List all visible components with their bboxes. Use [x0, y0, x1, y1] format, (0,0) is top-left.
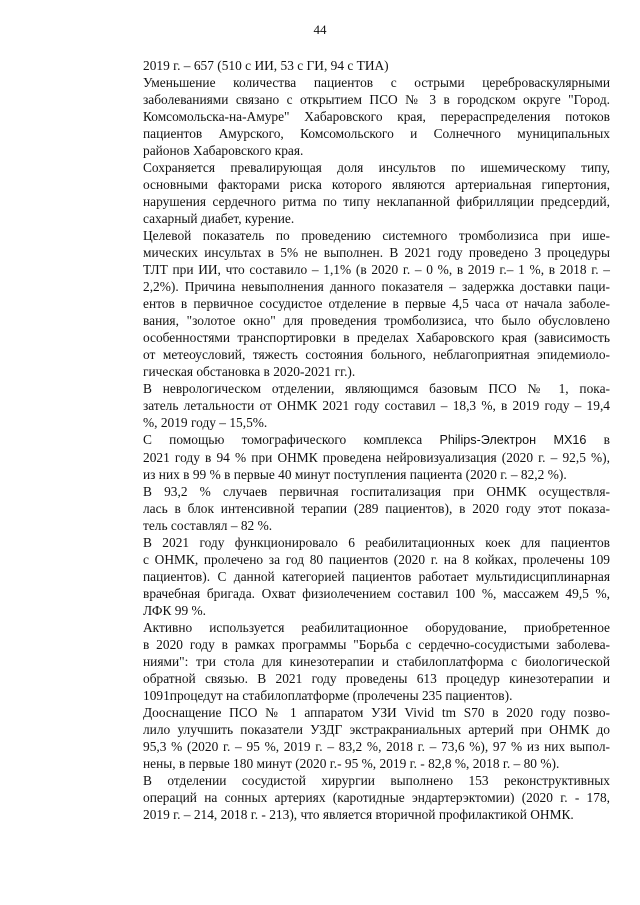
text-line: В 93,2 % случаев первичная госпитализация при ОНМК осуществля- — [143, 484, 610, 499]
text-line: основными факторами риска которого являются артериальная гипертония, — [143, 177, 610, 192]
text-line: 2019 г. – 214, 2018 г. - 213), что является вторичной профилактикой ОНМК. — [143, 807, 574, 822]
text-line: В отделении сосудистой хирургии выполнено 153 реконструктивных — [143, 773, 610, 788]
text-line: лило улучшить показатели УЗДГ экстракраниальных артерий при ОНМК до — [143, 722, 610, 737]
text-line: %, 2019 году – 15,5%. — [143, 415, 268, 430]
text-line: от метеоусловий, тяжесть состояния больного, неблагоприятная эпидемиоло- — [143, 347, 610, 362]
text-line: ЛФК 99 %. — [143, 603, 207, 618]
paragraph — [106, 159, 610, 227]
text-line: В 2021 году функционировало 6 реабилитационных коек для пациентов — [143, 535, 610, 550]
paragraph — [106, 772, 610, 823]
text-line: ТЛТ при ИИ, что составило – 1,1% (в 2020 г. – 0 %, в 2019 г.– 1 %, в 2018 г. – — [143, 262, 610, 277]
text-line: сахарный диабет, курение. — [143, 211, 295, 226]
text-line: обратной связью. В 2021 году проведены 613 процедур кинезотерапии и — [143, 671, 610, 686]
text-line: нены, в первые 180 минут (2020 г.- 95 %, 2019 г. - 82,8 %, 2018 г. – 80 %). — [143, 756, 560, 771]
text-line: 2,2%). Причина невыполнения данного показателя – задержка доставки паци- — [143, 279, 610, 294]
text-line: ниями": три стола для кинезотерапии и стабилоплатформа с биологической — [143, 654, 610, 669]
paragraph — [106, 619, 610, 704]
page-number: 44 — [313, 22, 327, 37]
text-line: Комсомольска-на-Амуре" Хабаровского края, перераспределения потоков — [143, 109, 610, 124]
text-line: пациентов). С данной категорией пациентов работает мультидисциплинарная — [143, 569, 610, 584]
text-line: врачебная бригада. Охват физиолечением составил 100 %, массажем 49,5 %, — [143, 586, 610, 601]
device-name: Philips-Электрон MX16 — [439, 433, 587, 447]
text-line: гическая обстановка в 2020-2021 гг.). — [143, 364, 356, 379]
text-line: 1091процедут на стабилоплатформе (пролечены 235 пациентов). — [143, 688, 513, 703]
paragraph — [106, 534, 610, 619]
text-line: 95,3 % (2020 г. – 95 %, 2019 г. – 83,2 %, 2018 г. – 73,6 %), 97 % из них выпол- — [143, 739, 610, 754]
text-line: из них в 99 % в первые 40 минут поступления пациента (2020 г. – 82,2 %). — [143, 467, 567, 482]
text-line: нарушения сердечного ритма по типу неклапанной фибрилляции предсердий, — [143, 194, 610, 209]
text-line: заболеваниями связано с открытием ПСО № 3 в городском округе "Город. — [143, 92, 610, 107]
paragraph — [106, 74, 610, 159]
text-line: Дооснащение ПСО № 1 аппаратом УЗИ Vivid tm S70 в 2020 году позво- — [143, 705, 610, 720]
text-line: в 2020 году в рамках программы "Борьба с сердечно-сосудистыми заболева- — [143, 637, 610, 652]
text-line: операций на сонных артериях (каротидные эндартерэктомии) (2020 г. - 178, — [143, 790, 610, 805]
paragraph — [106, 431, 610, 483]
paragraph — [106, 483, 610, 534]
paragraph — [106, 704, 610, 772]
text-line: районов Хабаровского края. — [143, 143, 304, 158]
text-line: В неврологическом отделении, являющимся базовым ПСО № 1, пока- — [143, 381, 610, 396]
document-body — [106, 57, 610, 823]
text-line: с ОНМК, пролечено за год 80 пациентов (2020 г. на 8 койках, пролечены 109 — [143, 552, 610, 567]
text-line: С помощью томографического комплекса Philips-Электрон MX16 в — [143, 432, 611, 447]
text-line: лась в блок интенсивной терапии (289 пациентов), в 2020 году этот показа- — [143, 501, 610, 516]
text-line: тель составлял – 82 %. — [143, 518, 273, 533]
text-line: затель летальности от ОНМК 2021 году составил – 18,3 %, в 2019 году – 19,4 — [143, 398, 610, 413]
paragraph — [106, 57, 610, 74]
paragraph — [106, 227, 610, 380]
text-line: вания, "золотое окно" для проведения тромболизиса, что было обусловлено — [143, 313, 610, 328]
text-line: Сохраняется превалирующая доля инсультов по ишемическому типу, — [143, 160, 610, 175]
text-line: мических инсультах в 5% не выполнен. В 2021 году проведено 3 процедуры — [143, 245, 610, 260]
text-line: ентов в первичное сосудистое отделение в первые 4,5 часа от начала заболе- — [143, 296, 610, 311]
text-line: 2021 году в 94 % при ОНМК проведена нейровизуализация (2020 г. – 92,5 %), — [143, 450, 610, 465]
text-line: Целевой показатель по проведению системного тромболизиса при ише- — [143, 228, 610, 243]
text-line: особенностями транспортировки в пределах Хабаровского края (зависимость — [143, 330, 610, 345]
text-line: Активно используется реабилитационное оборудование, приобретенное — [143, 620, 610, 635]
text-line: пациентов Амурского, Комсомольского и Солнечного муниципальных — [143, 126, 610, 141]
paragraph — [106, 380, 610, 431]
text-line: Уменьшение количества пациентов с острыми цереброваскулярными — [143, 75, 610, 90]
text-line: 2019 г. – 657 (510 с ИИ, 53 с ГИ, 94 с ТИА) — [143, 58, 389, 73]
